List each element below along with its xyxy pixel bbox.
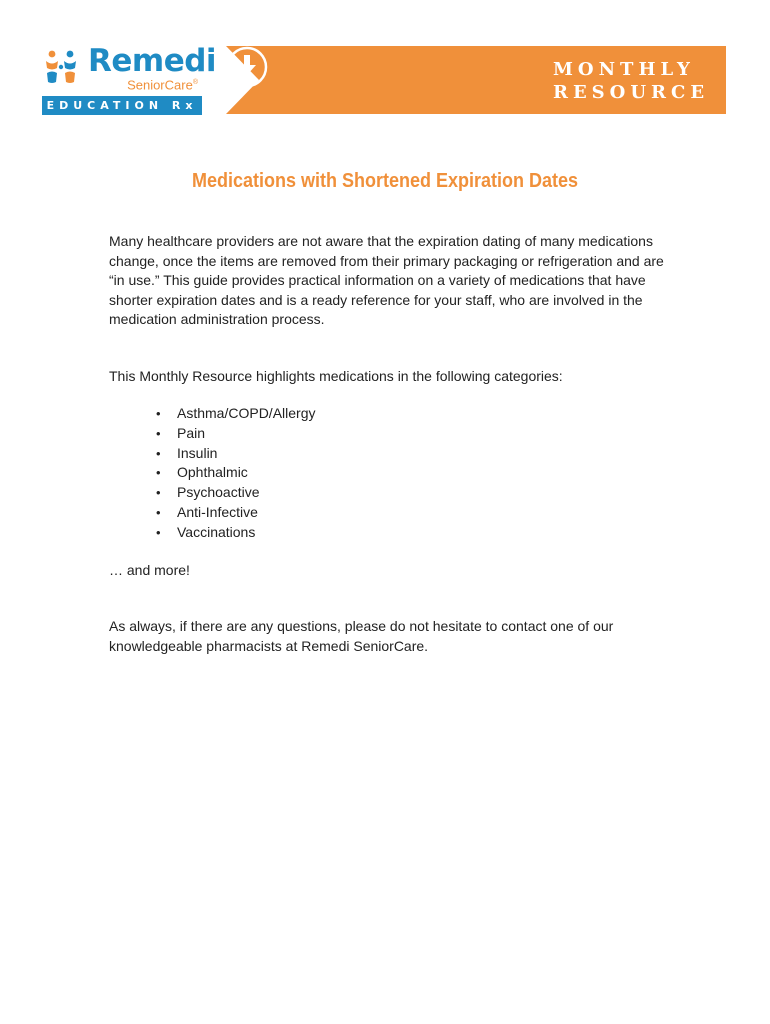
download-icon: [226, 46, 268, 88]
remedi-logo: [42, 40, 217, 116]
list-item: • Asthma/COPD/Allergy: [156, 405, 316, 421]
list-item: • Anti-Infective: [156, 503, 258, 520]
logo-wordmark: Remedi: [88, 43, 217, 79]
page-header: [0, 0, 770, 130]
list-item: • Insulin: [156, 444, 218, 461]
closing-paragraph: As always, if there are any questions, please do not hesitate to contact one of our knowledgeable pharmacists at Remedi SeniorCare.: [109, 618, 614, 654]
list-item: • Psychoactive: [156, 484, 260, 501]
intro-paragraph: Many healthcare providers are not aware that the expiration dating of many medications change, once the items are removed from their primary packaging or refrigeration and are “in use.” This guide provides practical information on a variety of medications that have shorter expiration dates and is a ready reference for your staff, who are involved in the medication administration process.: [109, 233, 664, 327]
education-rx-bar: EDUCATION Rx: [42, 96, 202, 115]
list-item: • Ophthalmic: [156, 464, 248, 481]
logo-subtitle: SeniorCare®: [127, 77, 198, 93]
categories-list: [109, 404, 669, 543]
banner-line-1: MONTHLY: [553, 59, 695, 80]
list-item: • Vaccinations: [156, 523, 256, 540]
people-icon: [42, 48, 80, 86]
banner-title: [553, 58, 709, 104]
document-title: Medications with Shortened Expiration Dates: [191, 170, 579, 192]
list-item: • Pain: [156, 424, 206, 441]
document-body: [109, 232, 669, 656]
monthly-resource-banner: [226, 46, 726, 114]
and-more-text: … and more!: [109, 561, 190, 578]
banner-line-2: RESOURCE: [553, 82, 710, 103]
categories-lead: This Monthly Resource highlights medications in the following categories:: [109, 367, 563, 384]
